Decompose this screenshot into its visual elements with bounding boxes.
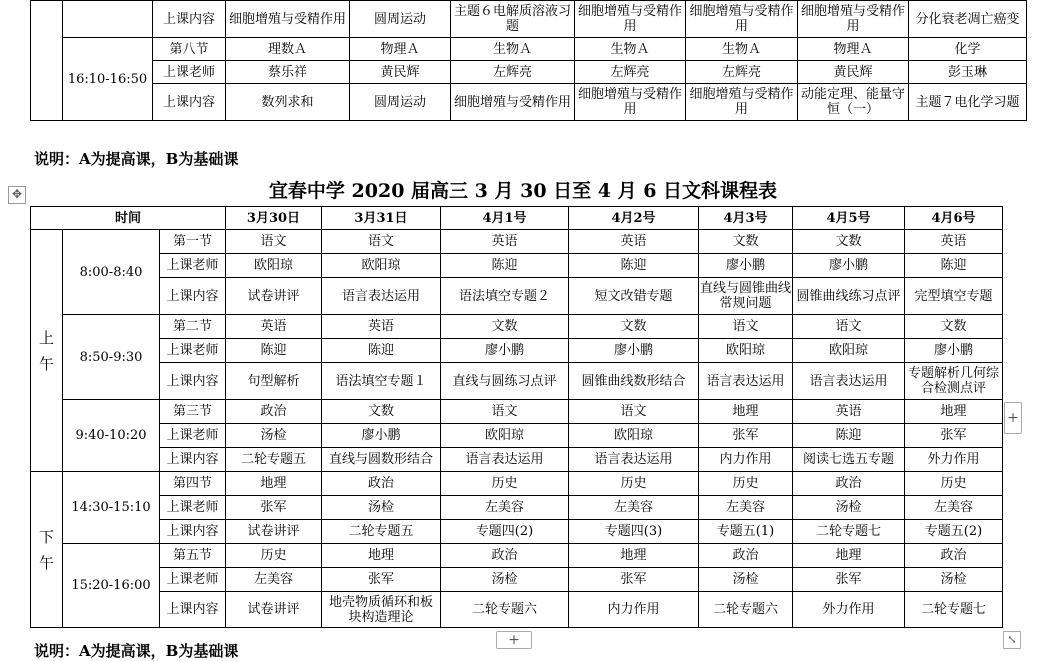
course-cell: 生物Ａ (451, 38, 575, 61)
table-row (31, 363, 1003, 400)
row-label: 上课老师 (160, 254, 226, 278)
course-cell: 圆周运动 (350, 1, 451, 38)
header-date: 3月31日 (322, 207, 441, 230)
note-1: 说明：A为提高课，B为基础课 (34, 150, 239, 168)
header-time: 时间 (31, 207, 226, 230)
row-label: 第三节 (160, 400, 226, 424)
course-cell: 语言表达运用 (441, 448, 569, 472)
course-cell: 文数 (905, 315, 1003, 339)
course-cell: 物理Ａ (350, 38, 451, 61)
course-cell: 物理Ａ (798, 38, 909, 61)
table-resize-icon[interactable]: ⤡ (1003, 631, 1021, 649)
course-cell: 生物Ａ (686, 38, 798, 61)
course-cell: 张军 (905, 424, 1003, 448)
table-row (31, 448, 1003, 472)
row-label: 上课老师 (160, 424, 226, 448)
course-cell: 政治 (226, 400, 322, 424)
table-row (31, 544, 1003, 568)
table-row (31, 230, 1003, 254)
row-label: 上课内容 (153, 84, 226, 121)
add-column-button[interactable]: + (1004, 402, 1022, 434)
course-cell: 张军 (226, 496, 322, 520)
course-cell: 张军 (699, 424, 793, 448)
course-cell: 试卷讲评 (226, 278, 322, 315)
course-cell: 地理 (905, 400, 1003, 424)
course-cell: 政治 (905, 544, 1003, 568)
course-cell: 专题五(1) (699, 520, 793, 544)
course-cell: 二轮专题七 (905, 592, 1003, 628)
course-cell: 圆锥曲线练习点评 (793, 278, 905, 315)
row-label: 上课内容 (160, 448, 226, 472)
course-cell: 专题四(2) (441, 520, 569, 544)
course-cell: 英语 (226, 315, 322, 339)
course-cell: 试卷讲评 (226, 592, 322, 628)
course-cell: 张军 (793, 568, 905, 592)
course-cell: 细胞增殖与受精作用 (686, 1, 798, 38)
course-cell: 语法填空专题２ (441, 278, 569, 315)
row-label: 上课老师 (160, 496, 226, 520)
course-cell: 主题７电化学习题 (909, 84, 1027, 121)
course-cell: 文数 (699, 230, 793, 254)
course-cell: 英语 (905, 230, 1003, 254)
table-row (31, 315, 1003, 339)
course-cell: 外力作用 (793, 592, 905, 628)
course-cell: 黄民辉 (798, 61, 909, 84)
course-cell: 张军 (322, 568, 441, 592)
row-label: 第一节 (160, 230, 226, 254)
course-cell: 汤检 (226, 424, 322, 448)
table-row (31, 1, 1027, 38)
row-label: 上课老师 (153, 61, 226, 84)
course-cell: 英语 (569, 230, 699, 254)
row-label: 上课老师 (160, 568, 226, 592)
time-cell: 16:10-16:50 (63, 38, 153, 121)
course-cell: 左美容 (569, 496, 699, 520)
course-cell: 生物Ａ (575, 38, 686, 61)
table-row (31, 84, 1027, 121)
course-cell: 细胞增殖与受精作用 (226, 1, 350, 38)
morning-label: 上 午 (31, 230, 63, 472)
course-cell: 左辉亮 (686, 61, 798, 84)
course-cell: 二轮专题六 (441, 592, 569, 628)
course-cell: 欧阳琼 (441, 424, 569, 448)
course-cell: 欧阳琼 (226, 254, 322, 278)
course-cell: 地壳物质循环和板块构造理论 (322, 592, 441, 628)
course-cell: 陈迎 (441, 254, 569, 278)
add-row-button[interactable]: + (496, 631, 532, 649)
time-cell: 8:50-9:30 (63, 315, 160, 400)
header-date: 3月30日 (226, 207, 322, 230)
course-cell: 理数Ａ (226, 38, 350, 61)
table-row (31, 520, 1003, 544)
course-cell: 试卷讲评 (226, 520, 322, 544)
course-cell: 语言表达运用 (793, 363, 905, 400)
course-cell: 陈迎 (226, 339, 322, 363)
course-cell: 语文 (226, 230, 322, 254)
course-cell: 阅读七选五专题 (793, 448, 905, 472)
course-cell: 二轮专题七 (793, 520, 905, 544)
course-cell: 二轮专题六 (699, 592, 793, 628)
afternoon-label: 下 午 (31, 472, 63, 628)
course-cell: 直线与圆锥曲线常规问题 (699, 278, 793, 315)
course-cell: 语文 (699, 315, 793, 339)
course-cell: 化学 (909, 38, 1027, 61)
table-row (31, 472, 1003, 496)
header-date: 4月2号 (569, 207, 699, 230)
row-label: 上课内容 (153, 1, 226, 38)
course-cell: 语文 (569, 400, 699, 424)
course-cell: 历史 (441, 472, 569, 496)
course-cell: 短文改错专题 (569, 278, 699, 315)
table-row (31, 592, 1003, 628)
blank-cell (31, 1, 63, 121)
row-label: 上课内容 (160, 363, 226, 400)
course-cell: 历史 (569, 472, 699, 496)
table-row (31, 568, 1003, 592)
course-cell: 政治 (699, 544, 793, 568)
course-cell: 语文 (441, 400, 569, 424)
course-cell: 张军 (569, 568, 699, 592)
course-cell: 二轮专题五 (226, 448, 322, 472)
course-cell: 汤检 (905, 568, 1003, 592)
table-row (31, 339, 1003, 363)
table-row (31, 254, 1003, 278)
course-cell: 细胞增殖与受精作用 (798, 1, 909, 38)
table-move-icon[interactable]: ✥ (8, 186, 26, 204)
course-cell: 地理 (226, 472, 322, 496)
schedule-title: 宜春中学 2020 届高三 3 月 30 日至 4 月 6 日文科课程表 (268, 180, 778, 202)
course-cell: 欧阳琼 (793, 339, 905, 363)
course-cell: 语言表达运用 (322, 278, 441, 315)
table-row (31, 424, 1003, 448)
course-cell: 廖小鹏 (441, 339, 569, 363)
course-cell: 汤检 (441, 568, 569, 592)
course-cell: 陈迎 (322, 339, 441, 363)
header-row (31, 207, 1003, 230)
course-cell: 英语 (441, 230, 569, 254)
course-cell: 内力作用 (569, 592, 699, 628)
course-cell: 圆锥曲线数形结合 (569, 363, 699, 400)
course-cell: 英语 (322, 315, 441, 339)
course-cell: 细胞增殖与受精作用 (575, 84, 686, 121)
course-cell: 左美容 (441, 496, 569, 520)
course-cell: 欧阳琼 (322, 254, 441, 278)
course-cell: 专题五(2) (905, 520, 1003, 544)
course-cell: 专题解析几何综合检测点评 (905, 363, 1003, 400)
course-cell: 二轮专题五 (322, 520, 441, 544)
row-label: 上课内容 (160, 278, 226, 315)
course-cell: 动能定理、能量守恒（一） (798, 84, 909, 121)
course-cell: 彭玉琳 (909, 61, 1027, 84)
course-cell: 数列求和 (226, 84, 350, 121)
course-cell: 地理 (322, 544, 441, 568)
course-cell: 文数 (322, 400, 441, 424)
course-cell: 细胞增殖与受精作用 (686, 84, 798, 121)
course-cell: 地理 (699, 400, 793, 424)
course-cell: 直线与圆数形结合 (322, 448, 441, 472)
time-cell: 14:30-15:10 (63, 472, 160, 544)
course-cell: 句型解析 (226, 363, 322, 400)
course-cell: 陈迎 (569, 254, 699, 278)
course-cell: 语言表达运用 (569, 448, 699, 472)
course-cell: 左美容 (905, 496, 1003, 520)
course-cell: 文数 (569, 315, 699, 339)
course-cell: 语言表达运用 (699, 363, 793, 400)
course-cell: 政治 (322, 472, 441, 496)
course-cell: 廖小鹏 (699, 254, 793, 278)
table-row (31, 278, 1003, 315)
time-cell (63, 1, 153, 38)
course-cell: 左美容 (699, 496, 793, 520)
course-cell: 历史 (905, 472, 1003, 496)
course-cell: 廖小鹏 (793, 254, 905, 278)
header-date: 4月3号 (699, 207, 793, 230)
course-cell: 语文 (322, 230, 441, 254)
header-date: 4月6号 (905, 207, 1003, 230)
row-label: 第四节 (160, 472, 226, 496)
course-cell: 地理 (793, 544, 905, 568)
course-cell: 汤检 (322, 496, 441, 520)
course-cell: 专题四(3) (569, 520, 699, 544)
course-cell: 文数 (793, 230, 905, 254)
course-cell: 细胞增殖与受精作用 (575, 1, 686, 38)
row-label: 第八节 (153, 38, 226, 61)
row-label: 上课老师 (160, 339, 226, 363)
course-cell: 陈迎 (793, 424, 905, 448)
time-cell: 15:20-16:00 (63, 544, 160, 628)
course-cell: 历史 (226, 544, 322, 568)
header-date: 4月1号 (441, 207, 569, 230)
note-2: 说明：A为提高课，B为基础课 (34, 642, 239, 660)
table-row (31, 38, 1027, 61)
course-cell: 完型填空专题 (905, 278, 1003, 315)
row-label: 第五节 (160, 544, 226, 568)
row-label: 上课内容 (160, 592, 226, 628)
course-cell: 直线与圆练习点评 (441, 363, 569, 400)
course-cell: 汤检 (699, 568, 793, 592)
course-cell: 细胞增殖与受精作用 (451, 84, 575, 121)
course-cell: 圆周运动 (350, 84, 451, 121)
course-cell: 英语 (793, 400, 905, 424)
course-cell: 分化衰老凋亡癌变 (909, 1, 1027, 38)
course-cell: 内力作用 (699, 448, 793, 472)
course-cell: 欧阳琼 (699, 339, 793, 363)
schedule-table (30, 206, 1003, 628)
course-cell: 历史 (699, 472, 793, 496)
table-row (31, 496, 1003, 520)
course-cell: 蔡乐祥 (226, 61, 350, 84)
table-row (31, 400, 1003, 424)
course-cell: 欧阳琼 (569, 424, 699, 448)
course-cell: 政治 (793, 472, 905, 496)
header-date: 4月5号 (793, 207, 905, 230)
course-cell: 左辉亮 (575, 61, 686, 84)
previous-schedule-table (30, 0, 1027, 121)
course-cell: 左辉亮 (451, 61, 575, 84)
course-cell: 左美容 (226, 568, 322, 592)
row-label: 上课内容 (160, 520, 226, 544)
course-cell: 文数 (441, 315, 569, 339)
table-row (31, 61, 1027, 84)
time-cell: 8:00-8:40 (63, 230, 160, 315)
course-cell: 黄民辉 (350, 61, 451, 84)
row-label: 第二节 (160, 315, 226, 339)
time-cell: 9:40-10:20 (63, 400, 160, 472)
course-cell: 陈迎 (905, 254, 1003, 278)
course-cell: 语文 (793, 315, 905, 339)
course-cell: 汤检 (793, 496, 905, 520)
course-cell: 地理 (569, 544, 699, 568)
course-cell: 廖小鹏 (905, 339, 1003, 363)
course-cell: 主题６电解质溶液习题 (451, 1, 575, 38)
course-cell: 外力作用 (905, 448, 1003, 472)
course-cell: 廖小鹏 (569, 339, 699, 363)
course-cell: 语法填空专题１ (322, 363, 441, 400)
course-cell: 廖小鹏 (322, 424, 441, 448)
course-cell: 政治 (441, 544, 569, 568)
